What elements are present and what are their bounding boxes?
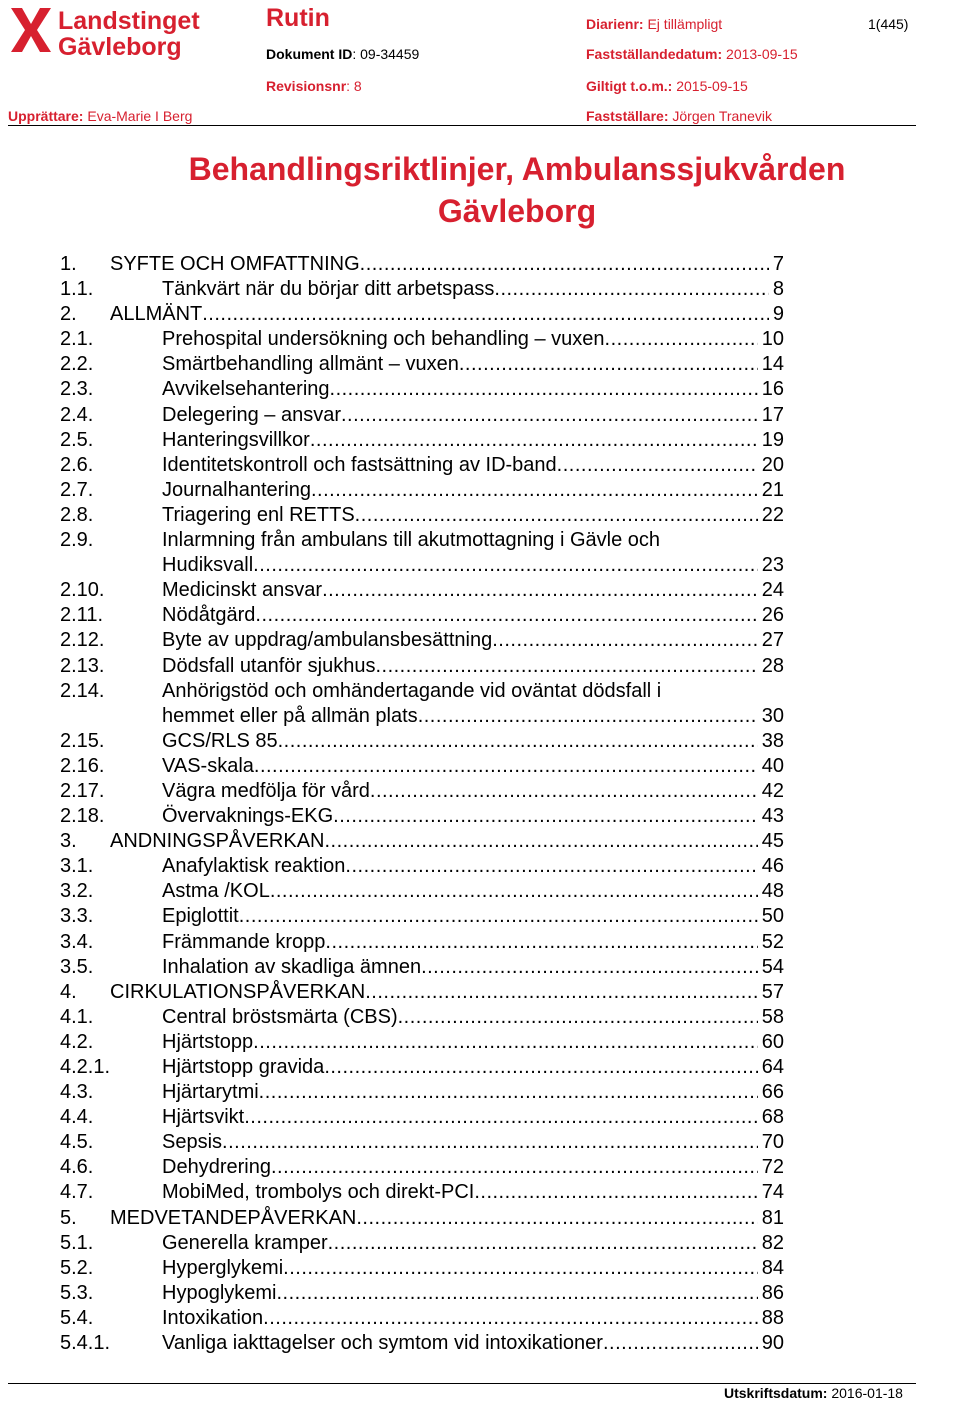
toc-page-number: 68 — [761, 1106, 784, 1129]
toc-title: GCS/RLS 85 — [162, 729, 278, 752]
toc-number: 2.7. — [60, 478, 94, 501]
toc-title: Intoxikation — [162, 1306, 264, 1329]
utskriftsdatum — [724, 1385, 903, 1401]
toc-entry[interactable] — [60, 1155, 784, 1180]
toc-page-number: 10 — [761, 328, 784, 351]
toc-dot-leader — [459, 352, 758, 377]
toc-title: SYFTE OCH OMFATTNING — [110, 253, 360, 275]
toc-page-number: 7 — [772, 253, 784, 275]
toc-entry[interactable] — [60, 628, 784, 653]
toc-page-number: 16 — [761, 378, 784, 401]
toc-title: Hypoglykemi — [162, 1281, 277, 1304]
toc-title: Vägra medfölja för vård — [162, 779, 370, 802]
toc-dot-leader — [239, 904, 758, 929]
toc-title: Hjärtstopp — [162, 1030, 254, 1053]
toc-number: 4.5. — [60, 1131, 94, 1154]
toc-number: 2.3. — [60, 378, 94, 401]
toc-page-number: 21 — [761, 478, 784, 501]
toc-dot-leader — [603, 1331, 758, 1356]
toc-page-number: 86 — [761, 1281, 784, 1304]
toc-title: Tänkvärt när du börjar ditt arbetspass — [162, 278, 495, 301]
logo-text-line2: Gävleborg — [58, 33, 182, 61]
dokument-id — [266, 46, 419, 62]
toc-page-number: 50 — [761, 905, 784, 928]
toc-dot-leader — [253, 553, 758, 578]
diarienr-value: Ej tillämpligt — [647, 16, 723, 32]
toc-entry[interactable] — [60, 453, 784, 478]
toc-number: 2.13. — [60, 654, 105, 677]
toc-entry[interactable] — [60, 679, 784, 729]
toc-number: 3.4. — [60, 930, 94, 953]
toc-number: 1.1. — [60, 278, 94, 301]
toc-title: Anafylaktisk reaktion — [162, 855, 346, 878]
toc-dot-leader — [278, 729, 758, 754]
toc-entry[interactable] — [60, 327, 784, 352]
toc-entry[interactable] — [60, 729, 784, 754]
toc-dot-leader — [345, 854, 757, 879]
giltigt-tom-label: Giltigt t.o.m.: — [586, 78, 673, 94]
toc-page-number: 38 — [761, 729, 784, 752]
toc-dot-leader — [311, 478, 758, 503]
toc-dot-leader — [494, 277, 768, 302]
toc-dot-leader — [365, 980, 758, 1005]
toc-entry[interactable] — [60, 603, 784, 628]
diarienr — [586, 16, 722, 32]
document-type: Rutin — [266, 4, 330, 32]
toc-page-number: 45 — [761, 830, 784, 853]
header-divider — [8, 125, 916, 126]
toc-number: 2.6. — [60, 453, 94, 476]
toc-dot-leader — [341, 403, 758, 428]
toc-entry[interactable] — [60, 779, 784, 804]
footer-divider — [8, 1383, 916, 1384]
toc-page-number: 40 — [761, 754, 784, 777]
toc-number: 2.18. — [60, 805, 105, 828]
toc-number: 4.4. — [60, 1106, 94, 1129]
toc-number: 2.4. — [60, 403, 94, 426]
toc-page-number: 74 — [761, 1181, 784, 1204]
toc-title: Dehydrering — [162, 1156, 271, 1179]
toc-title: Triagering enl RETTS — [162, 503, 355, 526]
organization-logo — [8, 4, 208, 64]
toc-title: Övervaknings-EKG — [162, 805, 334, 828]
toc-title: Hjärtstopp gravida — [162, 1056, 325, 1078]
toc-dot-leader — [222, 1130, 758, 1155]
toc-dot-leader — [255, 603, 757, 628]
toc-page-number: 72 — [761, 1156, 784, 1179]
toc-entry[interactable] — [60, 1130, 784, 1155]
toc-number: 4.2.1. — [60, 1056, 111, 1078]
utskriftsdatum-value: 2016-01-18 — [831, 1385, 903, 1401]
toc-number: 5.2. — [60, 1256, 94, 1279]
toc-entry[interactable] — [60, 754, 784, 779]
landstinget-gavleborg-logo-mark-icon — [8, 4, 54, 56]
toc-dot-leader — [375, 654, 757, 679]
toc-number: 2.10. — [60, 579, 105, 602]
faststallandedatum-label: Fastställandedatum: — [586, 46, 723, 62]
utskriftsdatum-label: Utskriftsdatum: — [724, 1385, 828, 1401]
toc-number: 5.1. — [60, 1231, 94, 1254]
toc-number: 2.16. — [60, 754, 105, 777]
toc-dot-leader — [605, 327, 758, 352]
toc-dot-leader — [324, 1055, 757, 1080]
toc-number: 5.3. — [60, 1281, 94, 1304]
toc-title: MobiMed, trombolys och direkt-PCI — [162, 1181, 475, 1204]
toc-number: 2. — [60, 303, 77, 326]
toc-entry[interactable] — [60, 478, 784, 503]
faststallandedatum — [586, 46, 798, 62]
toc-number: 2.5. — [60, 428, 94, 451]
toc-page-number: 66 — [761, 1081, 784, 1104]
toc-entry[interactable] — [60, 1180, 784, 1205]
toc-entry[interactable] — [60, 854, 784, 879]
toc-entry[interactable] — [60, 403, 784, 428]
toc-page-number: 48 — [761, 880, 784, 903]
toc-dot-leader — [360, 252, 769, 277]
faststallandedatum-value: 2013-09-15 — [726, 46, 798, 62]
toc-title: Dödsfall utanför sjukhus — [162, 654, 376, 677]
toc-number: 3.5. — [60, 955, 94, 978]
toc-number: 5.4.1. — [60, 1332, 111, 1355]
toc-title: Generella kramper — [162, 1231, 328, 1254]
toc-number: 4.7. — [60, 1181, 94, 1204]
toc-entry[interactable] — [60, 1256, 784, 1281]
toc-number: 3.1. — [60, 855, 94, 878]
toc-page-number: 60 — [761, 1030, 784, 1053]
toc-dot-leader — [270, 879, 758, 904]
toc-page-number: 14 — [761, 353, 784, 376]
toc-dot-leader — [492, 628, 758, 653]
dokument-id-value: : 09-34459 — [352, 46, 420, 62]
toc-dot-leader — [322, 578, 758, 603]
revisionsnr-label: Revisionsnr — [266, 78, 347, 94]
faststallare-value: Jörgen Tranevik — [672, 108, 772, 124]
toc-page-number: 9 — [772, 303, 784, 326]
toc-dot-leader — [421, 955, 758, 980]
toc-entry[interactable] — [60, 1206, 784, 1231]
toc-number: 2.9. — [60, 529, 94, 552]
toc-entry[interactable] — [60, 804, 784, 829]
toc-dot-leader — [259, 1080, 758, 1105]
toc-page-number: 90 — [761, 1332, 784, 1355]
toc-page-number: 81 — [761, 1206, 784, 1229]
toc-entry[interactable] — [60, 302, 784, 327]
toc-page-number: 24 — [761, 579, 784, 602]
toc-title: ALLMÄNT — [110, 303, 203, 326]
toc-entry[interactable] — [60, 528, 784, 578]
toc-dot-leader — [244, 1105, 758, 1130]
toc-dot-leader — [310, 428, 758, 453]
toc-title: Nödåtgärd — [162, 604, 256, 627]
toc-title: Hjärtsvikt — [162, 1106, 245, 1129]
toc-title: MEDVETANDEPÅVERKAN — [110, 1206, 357, 1229]
toc-page-number: 28 — [761, 654, 784, 677]
faststallare — [586, 108, 772, 124]
toc-title: Anhörigstöd och omhändertagande vid oväntat dödsfall i — [162, 679, 662, 702]
toc-title: Hanteringsvillkor — [162, 428, 310, 451]
toc-page-number: 46 — [761, 855, 784, 878]
toc-number: 2.14. — [60, 679, 105, 702]
toc-entry[interactable] — [60, 1281, 784, 1306]
toc-number: 2.11. — [60, 604, 103, 627]
toc-dot-leader — [557, 453, 758, 478]
toc-entry[interactable] — [60, 1331, 784, 1356]
toc-page-number: 27 — [761, 629, 784, 652]
toc-entry[interactable] — [60, 930, 784, 955]
toc-page-number: 58 — [761, 1005, 784, 1028]
revisionsnr-value: : 8 — [346, 78, 362, 94]
toc-dot-leader — [355, 503, 758, 528]
toc-entry[interactable] — [60, 1080, 784, 1105]
document-title-line1: Behandlingsriktlinjer, Ambulanssjukvården — [188, 151, 846, 187]
toc-title: Medicinskt ansvar — [162, 579, 323, 602]
document-title-line2: Gävleborg — [437, 193, 597, 229]
giltigt-tom-value: 2015-09-15 — [676, 78, 748, 94]
toc-number: 3. — [60, 830, 77, 853]
toc-dot-leader — [356, 1206, 757, 1231]
toc-entry[interactable] — [60, 277, 784, 302]
toc-title: Främmande kropp — [162, 930, 326, 953]
toc-number: 4. — [60, 980, 77, 1003]
toc-entry[interactable] — [60, 904, 784, 929]
toc-page-number: 64 — [761, 1056, 784, 1078]
toc-entry[interactable] — [60, 352, 784, 377]
toc-title-continued: Hudiksvall — [162, 554, 254, 577]
toc-title: Identitetskontroll och fastsättning av ID-band — [162, 453, 557, 476]
toc-page-number: 23 — [761, 554, 784, 577]
toc-title: Hyperglykemi — [162, 1256, 284, 1279]
toc-page-number: 8 — [772, 278, 784, 301]
toc-number: 3.2. — [60, 880, 94, 903]
dokument-id-label: Dokument ID — [266, 46, 353, 62]
toc-dot-leader — [325, 930, 757, 955]
toc-title: Vanliga iakttagelser och symtom vid intoxikationer — [162, 1332, 603, 1355]
toc-number: 2.8. — [60, 503, 94, 526]
toc-dot-leader — [263, 1306, 758, 1331]
toc-number: 2.12. — [60, 629, 105, 652]
toc-page-number: 82 — [761, 1231, 784, 1254]
toc-title: ANDNINGSPÅVERKAN — [110, 830, 325, 853]
toc-title: Byte av uppdrag/ambulansbesättning — [162, 629, 493, 652]
toc-entry[interactable] — [60, 879, 784, 904]
toc-number: 2.17. — [60, 779, 105, 802]
toc-page-number: 57 — [761, 980, 784, 1003]
toc-title: Inhalation av skadliga ämnen — [162, 955, 422, 978]
toc-entry[interactable] — [60, 1306, 784, 1331]
toc-page-number: 43 — [761, 805, 784, 828]
upprattare-label: Upprättare: — [8, 108, 84, 124]
toc-dot-leader — [253, 1030, 758, 1055]
toc-title-continued: hemmet eller på allmän plats — [162, 704, 418, 727]
toc-number: 4.3. — [60, 1081, 94, 1104]
toc-title: Central bröstsmärta (CBS) — [162, 1005, 398, 1028]
toc-title: Sepsis — [162, 1131, 223, 1154]
toc-dot-leader — [276, 1281, 757, 1306]
toc-dot-leader — [271, 1155, 758, 1180]
toc-number: 4.1. — [60, 1005, 94, 1028]
toc-title: Smärtbehandling allmänt – vuxen — [162, 353, 459, 376]
toc-entry[interactable] — [60, 1005, 784, 1030]
upprattare — [8, 108, 192, 124]
toc-entry[interactable] — [60, 955, 784, 980]
toc-entry[interactable] — [60, 1105, 784, 1130]
toc-dot-leader — [283, 1256, 758, 1281]
toc-number: 2.2. — [60, 353, 94, 376]
toc-page-number: 30 — [761, 704, 784, 727]
page-indicator: 1(445) — [868, 16, 909, 32]
toc-entry[interactable] — [60, 1231, 784, 1256]
toc-page-number: 17 — [761, 403, 784, 426]
toc-title: VAS-skala — [162, 754, 254, 777]
toc-number: 4.6. — [60, 1156, 94, 1179]
toc-entry[interactable] — [60, 377, 784, 402]
toc-entry[interactable] — [60, 654, 784, 679]
toc-page-number: 42 — [761, 779, 784, 802]
toc-page-number: 84 — [761, 1256, 784, 1279]
document-title — [150, 148, 884, 232]
toc-dot-leader — [474, 1180, 757, 1205]
toc-title: CIRKULATIONSPÅVERKAN — [110, 980, 366, 1003]
toc-page-number: 20 — [761, 453, 784, 476]
toc-entry[interactable] — [60, 252, 784, 277]
toc-title: Epiglottit — [162, 905, 239, 928]
toc-title: Inlarmning från ambulans till akutmottagning i Gävle och — [162, 529, 661, 552]
toc-entry[interactable] — [60, 578, 784, 603]
toc-entry[interactable] — [60, 829, 784, 854]
toc-entry[interactable] — [60, 428, 784, 453]
toc-title: Delegering – ansvar — [162, 403, 341, 426]
toc-page-number: 22 — [761, 503, 784, 526]
logo-text-line1: Landstinget — [58, 7, 200, 35]
toc-page-number: 52 — [761, 930, 784, 953]
toc-title: Astma /KOL — [162, 880, 270, 903]
toc-title: Avvikelsehantering — [162, 378, 330, 401]
toc-page-number: 54 — [761, 955, 784, 978]
toc-page-number: 70 — [761, 1131, 784, 1154]
toc-number: 4.2. — [60, 1030, 94, 1053]
toc-dot-leader — [398, 1005, 758, 1030]
toc-number: 5. — [60, 1206, 77, 1229]
toc-entry[interactable] — [60, 980, 784, 1005]
giltigt-tom — [586, 78, 748, 94]
toc-dot-leader — [330, 377, 758, 402]
toc-entry[interactable] — [60, 1030, 784, 1055]
toc-dot-leader — [370, 779, 758, 804]
toc-dot-leader — [325, 829, 758, 854]
toc-dot-leader — [418, 704, 758, 729]
toc-number: 3.3. — [60, 905, 94, 928]
toc-title: Journalhantering — [162, 478, 311, 501]
upprattare-value: Eva-Marie I Berg — [87, 108, 193, 124]
toc-page-number: 26 — [761, 604, 784, 627]
toc-dot-leader — [328, 1231, 758, 1256]
toc-number: 2.1. — [60, 328, 94, 351]
toc-number: 5.4. — [60, 1306, 94, 1329]
toc-entry[interactable] — [60, 503, 784, 528]
toc-dot-leader — [254, 754, 758, 779]
toc-dot-leader — [202, 302, 769, 327]
toc-number: 2.15. — [60, 729, 105, 752]
toc-title: Hjärtarytmi — [162, 1081, 259, 1104]
toc-number: 1. — [60, 253, 77, 275]
table-of-contents — [60, 252, 784, 1356]
toc-page-number: 19 — [761, 428, 784, 451]
toc-dot-leader — [333, 804, 758, 829]
toc-title: Prehospital undersökning och behandling – vuxen — [162, 328, 605, 351]
toc-entry[interactable] — [60, 1055, 784, 1080]
revisionsnr — [266, 78, 362, 94]
toc-page-number: 88 — [761, 1306, 784, 1329]
diarienr-label: Diarienr: — [586, 16, 644, 32]
faststallare-label: Fastställare: — [586, 108, 669, 124]
